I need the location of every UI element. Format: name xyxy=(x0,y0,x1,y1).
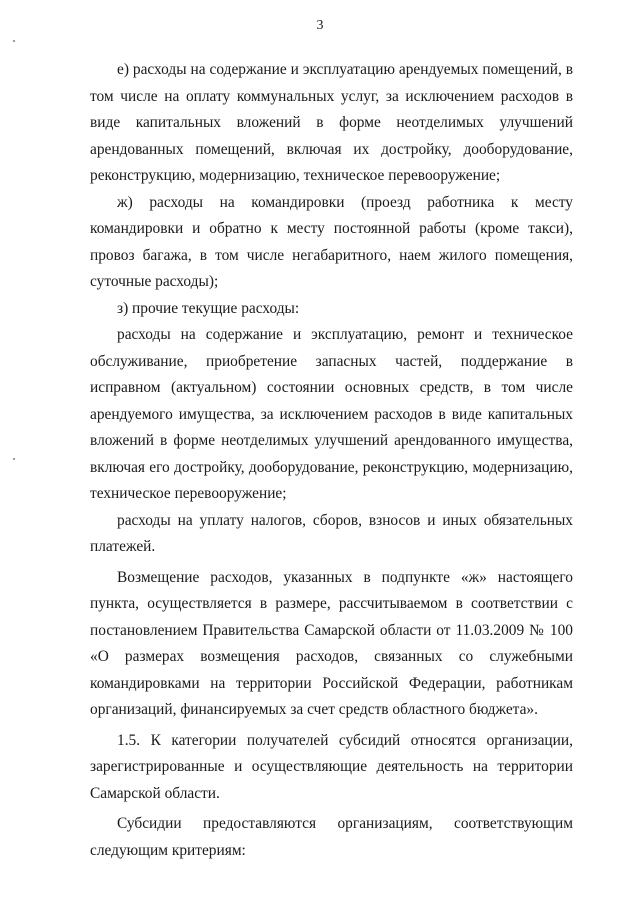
scan-mark xyxy=(13,40,15,42)
paragraph-criteria: Субсидии предоставляются организациям, соответствующим следующим критериям: xyxy=(90,815,573,859)
paragraph-taxes: расходы на уплату налогов, сборов, взносов и иных обязательных платежей. xyxy=(90,511,573,555)
paragraph-z: з) прочие текущие расходы: xyxy=(117,299,300,317)
paragraph-1-5: 1.5. К категории получателей субсидий относятся организации, зарегистрированные и осуществляющие деятельность на территории Самарской области. xyxy=(90,731,573,802)
page-number: 3 xyxy=(316,18,324,33)
paragraph-e: е) расходы на содержание и эксплуатацию арендуемых помещений, в том числе на оплату коммунальных услуг, за исключением расходов в виде капитальных вложений в форме неотделимых улучшений арендованных помещений, включая их достройку, дооборудование, реконструкцию, модернизацию, техническое перевооружение; xyxy=(90,61,573,184)
scan-mark xyxy=(13,458,15,460)
document-body xyxy=(90,57,573,864)
paragraph-maintenance: расходы на содержание и эксплуатацию, ремонт и техническое обслуживание, приобретение запасных частей, поддержание в исправном (актуальном) состоянии основных средств, в том числе арендуемого имущества, за исключением расходов в виде капитальных вложений в форме неотделимых улучшений арендованного имущества, включая его достройку, дооборудование, реконструкцию, модернизацию, техническое перевооружение; xyxy=(90,326,573,502)
paragraph-reimbursement: Возмещение расходов, указанных в подпункте «ж» настоящего пункта, осуществляется в размере, рассчитываемом в соответствии с постановлением Правительства Самарской области от 11.03.2009 № 100 «О размерах возмещения расходов, связанных со служебными командировками на территории Российской Федерации, работникам организаций, финансируемых за счет средств областного бюджета». xyxy=(90,568,573,718)
paragraph-zh: ж) расходы на командировки (проезд работника к месту командировки и обратно к месту постоянной работы (кроме такси), провоз багажа, в том числе негабаритного, наем жилого помещения, суточные расходы); xyxy=(90,193,573,290)
